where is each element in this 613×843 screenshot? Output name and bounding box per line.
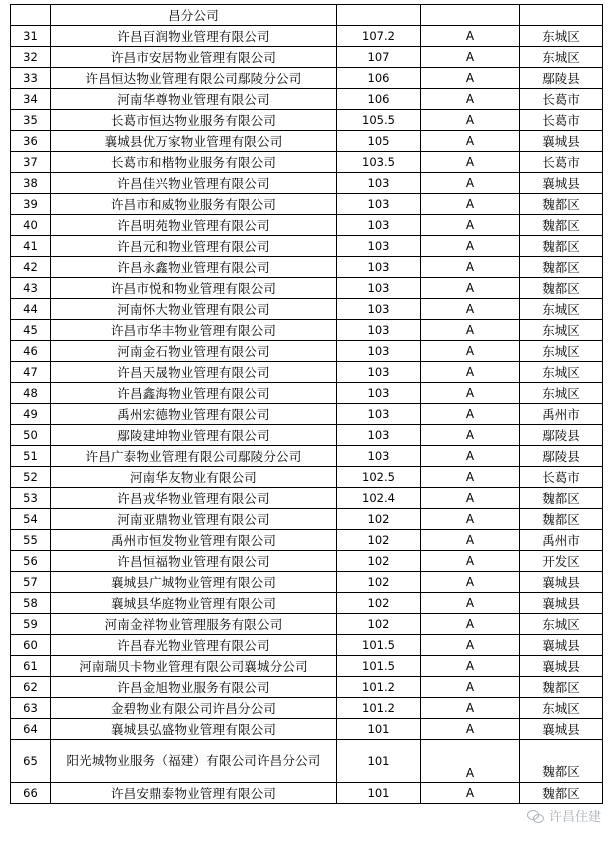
company-name: 许昌元和物业管理有限公司 xyxy=(51,236,337,257)
district: 魏都区 xyxy=(520,783,603,804)
company-name: 许昌市和威物业服务有限公司 xyxy=(51,194,337,215)
table-row xyxy=(11,551,603,572)
company-name: 许昌鑫海物业管理有限公司 xyxy=(51,383,337,404)
company-name: 许昌市悦和物业管理有限公司 xyxy=(51,278,337,299)
table-row xyxy=(11,89,603,110)
row-number: 54 xyxy=(11,509,51,530)
table-row xyxy=(11,26,603,47)
table-row xyxy=(11,320,603,341)
company-name: 许昌永鑫物业管理有限公司 xyxy=(51,257,337,278)
score: 101.2 xyxy=(337,677,421,698)
table-row xyxy=(11,257,603,278)
grade: A xyxy=(421,551,520,572)
row-number: 43 xyxy=(11,278,51,299)
grade: A xyxy=(421,110,520,131)
table-row xyxy=(11,593,603,614)
table-row xyxy=(11,509,603,530)
row-number: 46 xyxy=(11,341,51,362)
grade: A xyxy=(421,783,520,804)
row-number: 50 xyxy=(11,425,51,446)
grade: A xyxy=(421,215,520,236)
district: 东城区 xyxy=(520,341,603,362)
score: 102.5 xyxy=(337,467,421,488)
grade: A xyxy=(421,152,520,173)
district: 襄城县 xyxy=(520,593,603,614)
company-name: 许昌广泰物业管理有限公司鄢陵分公司 xyxy=(51,446,337,467)
table-row xyxy=(11,5,603,26)
table-row xyxy=(11,425,603,446)
district: 魏都区 xyxy=(520,257,603,278)
row-number: 34 xyxy=(11,89,51,110)
district: 东城区 xyxy=(520,698,603,719)
district: 魏都区 xyxy=(520,677,603,698)
row-number: 39 xyxy=(11,194,51,215)
company-name: 许昌佳兴物业管理有限公司 xyxy=(51,173,337,194)
company-name: 许昌恒达物业管理有限公司鄢陵分公司 xyxy=(51,68,337,89)
score: 103 xyxy=(337,446,421,467)
table-row xyxy=(11,152,603,173)
table-row xyxy=(11,446,603,467)
company-name: 襄城县华庭物业管理有限公司 xyxy=(51,593,337,614)
grade: A xyxy=(421,467,520,488)
district: 东城区 xyxy=(520,299,603,320)
company-name: 河南怀大物业管理有限公司 xyxy=(51,299,337,320)
row-number: 53 xyxy=(11,488,51,509)
grade: A xyxy=(421,341,520,362)
score: 102 xyxy=(337,593,421,614)
grade: A xyxy=(421,278,520,299)
row-number: 51 xyxy=(11,446,51,467)
company-name: 鄢陵建坤物业管理有限公司 xyxy=(51,425,337,446)
company-name: 金碧物业有限公司许昌分公司 xyxy=(51,698,337,719)
score: 105 xyxy=(337,131,421,152)
table-row xyxy=(11,404,603,425)
score: 103 xyxy=(337,425,421,446)
company-name: 河南瑞贝卡物业管理有限公司襄城分公司 xyxy=(51,656,337,677)
table-row xyxy=(11,719,603,740)
district: 鄢陵县 xyxy=(520,425,603,446)
score: 103 xyxy=(337,362,421,383)
table-row xyxy=(11,110,603,131)
row-number: 31 xyxy=(11,26,51,47)
table-row xyxy=(11,698,603,719)
company-name: 禹州宏德物业管理有限公司 xyxy=(51,404,337,425)
district: 长葛市 xyxy=(520,89,603,110)
table-row xyxy=(11,278,603,299)
watermark xyxy=(527,806,601,825)
row-number: 65 xyxy=(11,740,51,783)
score: 107.2 xyxy=(337,26,421,47)
score: 107 xyxy=(337,47,421,68)
row-number: 32 xyxy=(11,47,51,68)
table-row xyxy=(11,341,603,362)
row-number: 66 xyxy=(11,783,51,804)
company-name: 河南华友物业有限公司 xyxy=(51,467,337,488)
table-row xyxy=(11,783,603,804)
table-row xyxy=(11,572,603,593)
score: 105.5 xyxy=(337,110,421,131)
score: 103 xyxy=(337,215,421,236)
company-name: 禹州市恒发物业管理有限公司 xyxy=(51,530,337,551)
score: 103 xyxy=(337,383,421,404)
grade: A xyxy=(421,719,520,740)
company-name: 襄城县弘盛物业管理有限公司 xyxy=(51,719,337,740)
district: 襄城县 xyxy=(520,635,603,656)
watermark-text: 许昌住建 xyxy=(548,810,601,825)
company-name: 许昌明苑物业管理有限公司 xyxy=(51,215,337,236)
district: 魏都区 xyxy=(520,509,603,530)
row-number: 63 xyxy=(11,698,51,719)
district: 襄城县 xyxy=(520,719,603,740)
grade: A xyxy=(421,572,520,593)
grade: A xyxy=(421,677,520,698)
score: 102 xyxy=(337,509,421,530)
district: 东城区 xyxy=(520,320,603,341)
row-number: 37 xyxy=(11,152,51,173)
score: 103 xyxy=(337,236,421,257)
row-number: 58 xyxy=(11,593,51,614)
table-row xyxy=(11,740,603,783)
grade: A xyxy=(421,740,520,783)
row-number: 52 xyxy=(11,467,51,488)
row-number: 45 xyxy=(11,320,51,341)
row-number: 35 xyxy=(11,110,51,131)
table-row xyxy=(11,173,603,194)
company-name: 许昌市安居物业管理有限公司 xyxy=(51,47,337,68)
table-row xyxy=(11,677,603,698)
table-row xyxy=(11,299,603,320)
row-number: 61 xyxy=(11,656,51,677)
table-row xyxy=(11,68,603,89)
grade: A xyxy=(421,488,520,509)
row-number: 41 xyxy=(11,236,51,257)
district: 魏都区 xyxy=(520,194,603,215)
district: 襄城县 xyxy=(520,173,603,194)
row-number: 36 xyxy=(11,131,51,152)
company-name: 许昌百润物业管理有限公司 xyxy=(51,26,337,47)
grade: A xyxy=(421,425,520,446)
company-name: 许昌戎华物业管理有限公司 xyxy=(51,488,337,509)
score: 103 xyxy=(337,173,421,194)
grade: A xyxy=(421,47,520,68)
score: 102.4 xyxy=(337,488,421,509)
grade: A xyxy=(421,698,520,719)
grade: A xyxy=(421,257,520,278)
table-row xyxy=(11,614,603,635)
company-name: 许昌春光物业管理有限公司 xyxy=(51,635,337,656)
grade: A xyxy=(421,236,520,257)
table-row xyxy=(11,635,603,656)
table-row xyxy=(11,47,603,68)
table-row xyxy=(11,656,603,677)
score: 102 xyxy=(337,551,421,572)
score: 102 xyxy=(337,530,421,551)
district: 魏都区 xyxy=(520,488,603,509)
row-number: 48 xyxy=(11,383,51,404)
company-name: 襄城县广城物业管理有限公司 xyxy=(51,572,337,593)
district: 长葛市 xyxy=(520,467,603,488)
score: 102 xyxy=(337,614,421,635)
district: 长葛市 xyxy=(520,152,603,173)
score: 103 xyxy=(337,341,421,362)
property-rating-table xyxy=(10,4,603,804)
row-number: 40 xyxy=(11,215,51,236)
grade: A xyxy=(421,530,520,551)
grade: A xyxy=(421,656,520,677)
score: 101.5 xyxy=(337,656,421,677)
score: 106 xyxy=(337,68,421,89)
district: 长葛市 xyxy=(520,110,603,131)
score: 103 xyxy=(337,320,421,341)
district: 东城区 xyxy=(520,47,603,68)
row-number: 55 xyxy=(11,530,51,551)
score: 102 xyxy=(337,572,421,593)
row-number: 64 xyxy=(11,719,51,740)
row-number: 33 xyxy=(11,68,51,89)
score: 106 xyxy=(337,89,421,110)
table-row xyxy=(11,530,603,551)
grade: A xyxy=(421,614,520,635)
grade: A xyxy=(421,68,520,89)
district xyxy=(520,5,603,26)
score: 103 xyxy=(337,257,421,278)
grade: A xyxy=(421,320,520,341)
table-row xyxy=(11,236,603,257)
row-number xyxy=(11,5,51,26)
district: 魏都区 xyxy=(520,236,603,257)
grade: A xyxy=(421,173,520,194)
grade xyxy=(421,5,520,26)
table-row xyxy=(11,383,603,404)
score: 103 xyxy=(337,404,421,425)
company-name: 许昌恒福物业管理有限公司 xyxy=(51,551,337,572)
district: 襄城县 xyxy=(520,572,603,593)
district: 襄城县 xyxy=(520,131,603,152)
district: 鄢陵县 xyxy=(520,68,603,89)
company-name: 许昌安鼎泰物业管理有限公司 xyxy=(51,783,337,804)
row-number: 38 xyxy=(11,173,51,194)
score xyxy=(337,5,421,26)
score: 103 xyxy=(337,278,421,299)
company-name: 长葛市恒达物业服务有限公司 xyxy=(51,110,337,131)
wechat-icon xyxy=(527,809,545,823)
table-row xyxy=(11,488,603,509)
score: 101 xyxy=(337,719,421,740)
district: 东城区 xyxy=(520,383,603,404)
row-number: 57 xyxy=(11,572,51,593)
grade: A xyxy=(421,131,520,152)
score: 101.2 xyxy=(337,698,421,719)
row-number: 42 xyxy=(11,257,51,278)
table-row xyxy=(11,131,603,152)
table-row xyxy=(11,467,603,488)
district: 魏都区 xyxy=(520,740,603,783)
district: 魏都区 xyxy=(520,278,603,299)
row-number: 60 xyxy=(11,635,51,656)
score: 101 xyxy=(337,740,421,783)
company-name: 昌分公司 xyxy=(51,5,337,26)
grade: A xyxy=(421,446,520,467)
company-name: 长葛市和楷物业服务有限公司 xyxy=(51,152,337,173)
grade: A xyxy=(421,89,520,110)
row-number: 59 xyxy=(11,614,51,635)
score: 101 xyxy=(337,783,421,804)
district: 鄢陵县 xyxy=(520,446,603,467)
company-name: 河南亚鼎物业管理有限公司 xyxy=(51,509,337,530)
company-name: 许昌市华丰物业管理有限公司 xyxy=(51,320,337,341)
row-number: 47 xyxy=(11,362,51,383)
table-row xyxy=(11,194,603,215)
score: 103.5 xyxy=(337,152,421,173)
company-name: 阳光城物业服务（福建）有限公司许昌分公司 xyxy=(51,740,337,783)
grade: A xyxy=(421,593,520,614)
district: 魏都区 xyxy=(520,215,603,236)
table-row xyxy=(11,215,603,236)
company-name: 河南金祥物业管理服务有限公司 xyxy=(51,614,337,635)
district: 开发区 xyxy=(520,551,603,572)
grade: A xyxy=(421,635,520,656)
grade: A xyxy=(421,194,520,215)
score: 101.5 xyxy=(337,635,421,656)
company-name: 河南华尊物业管理有限公司 xyxy=(51,89,337,110)
row-number: 56 xyxy=(11,551,51,572)
row-number: 44 xyxy=(11,299,51,320)
company-name: 许昌天晟物业管理有限公司 xyxy=(51,362,337,383)
table-row xyxy=(11,362,603,383)
district: 襄城县 xyxy=(520,656,603,677)
company-name: 河南金石物业管理有限公司 xyxy=(51,341,337,362)
row-number: 49 xyxy=(11,404,51,425)
grade: A xyxy=(421,26,520,47)
grade: A xyxy=(421,299,520,320)
grade: A xyxy=(421,383,520,404)
district: 东城区 xyxy=(520,614,603,635)
company-name: 许昌金旭物业服务有限公司 xyxy=(51,677,337,698)
row-number: 62 xyxy=(11,677,51,698)
score: 103 xyxy=(337,194,421,215)
grade: A xyxy=(421,404,520,425)
score: 103 xyxy=(337,299,421,320)
grade: A xyxy=(421,509,520,530)
district: 东城区 xyxy=(520,362,603,383)
district: 禹州市 xyxy=(520,404,603,425)
district: 禹州市 xyxy=(520,530,603,551)
grade: A xyxy=(421,362,520,383)
district: 东城区 xyxy=(520,26,603,47)
company-name: 襄城县优万家物业管理有限公司 xyxy=(51,131,337,152)
